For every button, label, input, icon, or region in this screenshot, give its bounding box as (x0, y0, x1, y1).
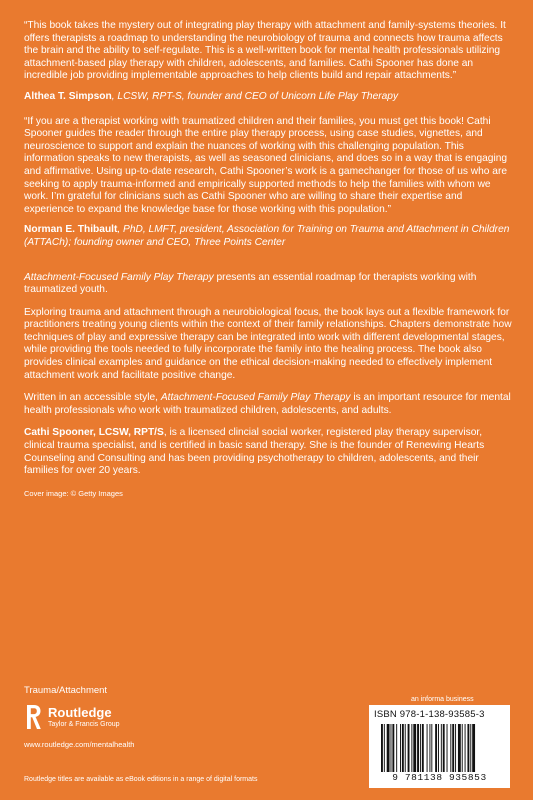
ebook-note: Routledge titles are available as eBook editions in a range of digital formats (24, 776, 258, 783)
barcode-icon (381, 724, 504, 772)
resource-prefix: Written in an accessible style, (24, 392, 161, 404)
isbn-label: ISBN 978-1-138-93585-3 (374, 709, 485, 720)
routledge-r-icon (24, 704, 42, 730)
endorser-credentials-2: , PhD, LMFT, president, Association for Training on Trauma and Attachment in Children (ATTACh); founding owner and CEO, Three Points Center (24, 224, 510, 248)
endorser-name-2: Norman E. Thibault (24, 224, 118, 236)
author-bio-text: , is a licensed clincial social worker, registered play therapy supervisor, clinical trauma specialist, and is certified in basic sand therapy. She is the founder of Renewing Hearts Counseling and Consulting and has been providing psychotherapy to children, adolescents, and their families for over 20 years. (24, 427, 485, 477)
endorsement-attribution-1 (24, 91, 512, 104)
cover-text-block (24, 20, 512, 500)
endorser-name-1: Althea T. Simpson (24, 90, 112, 102)
endorsement-quote-1: “This book takes the mystery out of integrating play therapy with attachment and family-systems theories. It offers therapists a roadmap to understanding the neurobiology of trauma and connects how trauma affects the brain and the ability to self-regulate. This is a well-written book for mental health professionals utilizing attachment-based play therapy with children, adolescents, and families. Cathi Spooner has done an incredible job providing implementable approaches to help clients build and repair attachments.” (24, 20, 506, 82)
subject-category: Trauma/Attachment (24, 685, 108, 696)
intro-text: presents an essential roadmap for therapists working with traumatized youth. (24, 271, 477, 296)
author-name: Cathi Spooner, LCSW, RPT/S (24, 427, 164, 439)
author-bio-paragraph (24, 427, 512, 477)
endorsement-quote-2: “If you are a therapist working with traumatized children and their families, you must get this book! Cathi Spooner guides the reader through the entire play therapy process, using case studies, vignettes, and neuroscience to support and explain the nuances of working with this challenging population. This information speaks to new therapists, as well as seasoned clinicians, and does so in a way that is engaging and affirmative. Using up-to-date research, Cathi Spooner’s work is a gamechanger for those of us who are seeking to apply trauma-informed and empirically supported methods to help the families with whom we work. I’m grateful for clinicians such as Cathi Spooner who are willing to share their expertise and experience to expand the knowledge base for those working with this population.” (24, 115, 508, 215)
publisher-group: Taylor & Francis Group (48, 720, 120, 728)
publisher-logo (24, 704, 120, 730)
barcode-panel (369, 705, 510, 788)
resource-book-title: Attachment-Focused Family Play Therapy (160, 392, 351, 404)
intro-paragraph (24, 272, 512, 297)
endorsement-attribution-2 (24, 224, 512, 249)
resource-paragraph (24, 392, 512, 417)
informa-tagline: an informa business (411, 696, 474, 703)
barcode-digits: 9 781138 935853 (392, 772, 487, 783)
publisher-name: Routledge (48, 704, 112, 720)
resource-suffix: is an important resource for mental health professionals who work with traumatized children, adolescents, and adults. (24, 392, 511, 416)
endorser-credentials-1: , LCSW, RPT-S, founder and CEO of Unicorn Life Play Therapy (111, 90, 399, 102)
publisher-website[interactable]: www.routledge.com/mentalhealth (24, 740, 135, 749)
intro-book-title: Attachment-Focused Family Play Therapy (24, 271, 214, 283)
description-paragraph: Exploring trauma and attachment through a neurobiological focus, the book lays out a flexible framework for practitioners treating young clients within the context of their family relationships. Chapters demonstrate how techniques of play and expressive therapy can be integrated into work with different developmental stages, while providing the tools needed to fully incorporate the family into the healing process. The book also provides clinical examples and guidance on the ethical decision-making needed to effectively implement attachment work and facilitate positive change. (24, 306, 512, 381)
cover-image-credit: Cover image: © Getty Images (24, 488, 123, 498)
